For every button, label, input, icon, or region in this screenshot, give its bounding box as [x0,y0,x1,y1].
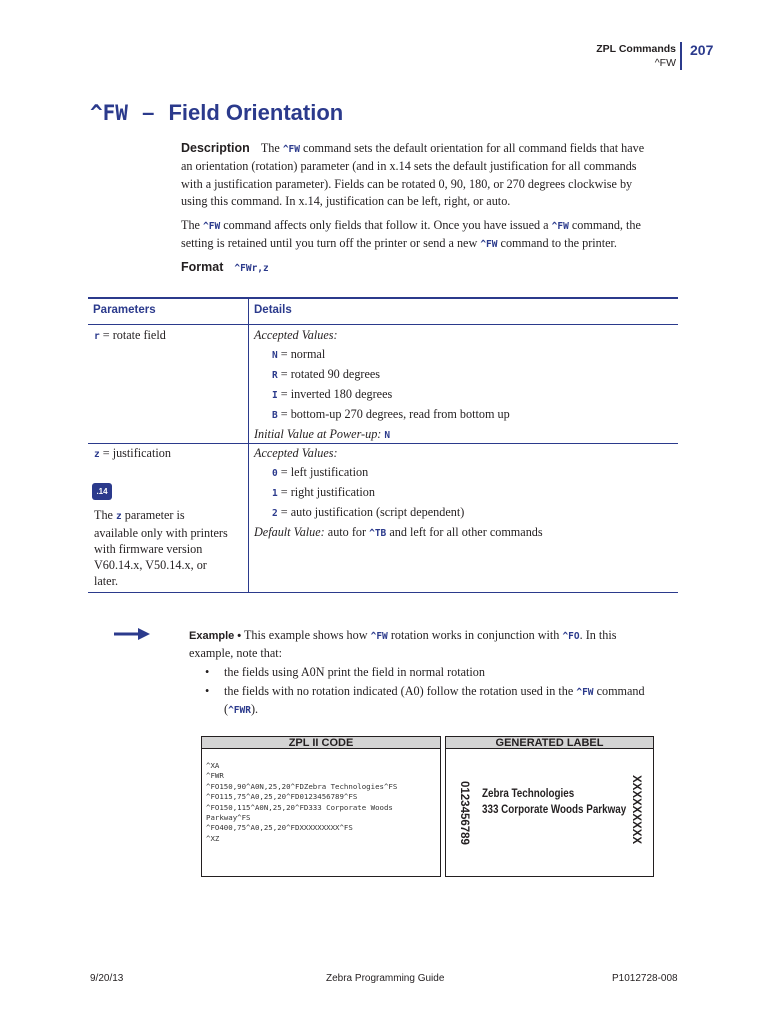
value-code: I [272,390,278,401]
example-paragraph [189,627,689,663]
table-row-details-z [254,444,543,543]
page-title [90,100,343,126]
table-top-rule [88,297,678,299]
bullet-icon: • [205,665,210,679]
text: and left for all other commands [389,525,543,539]
table-column-divider [248,297,249,593]
table-row-param-r [94,326,166,346]
description-paragraph [181,140,681,211]
label-line-1: Zebra Technologies [482,786,575,800]
title-command: ^FW [90,101,128,125]
initial-code: N [384,430,391,441]
text: This example shows how [243,628,368,642]
label-text-block [482,785,626,817]
generated-label-box-title: GENERATED LABEL [446,737,653,749]
inline-code: ^TB [369,528,387,539]
header-divider [680,42,682,70]
value-code: 0 [272,468,278,479]
text: rotation works in conjunction with [390,628,560,642]
param-code: r [94,331,100,342]
inline-code: ^FW [551,221,569,232]
text-line: example, note that: [189,646,283,661]
text-line: using this command. In x.14, justification can be left, right, or auto. [181,194,511,209]
label-line-2: 333 Corporate Woods Parkway [482,802,627,816]
text-line: an orientation (rotation) parameter (and in x.14 sets the default justification for all commands [181,159,637,174]
running-header [596,42,676,70]
value-text: = bottom-up 270 degrees, read from bottom up [280,407,510,421]
format-syntax: ^FWr,z [234,263,269,274]
table-header-parameters: Parameters [93,304,156,316]
header-section: ZPL Commands [596,43,676,55]
text: ). [250,702,259,717]
zpl-code-box-title: ZPL II CODE [202,737,440,749]
header-command: ^FW [654,57,676,69]
label-rotated-x: XXXXXXXXX [630,775,642,845]
accepted-label: Accepted Values: [254,328,338,342]
description-paragraph-2 [181,217,681,254]
title-dash: – [142,100,155,125]
zpl-code-listing: ^XA ^FWR ^FO150,90^A0N,25,20^FDZebra Technologies^FS ^FO115,75^A0,25,20^FD0123456789^FS ^FO150,115^A0N,25,20^FD333 Corporate Woods Parkway^FS ^FO400,75^A0,25,20^FDXXXXXXXXX^FS ^XZ [206,761,398,843]
param-text: = justification [102,446,171,460]
zpl-code-box [201,736,441,877]
value-text: = rotated 90 degrees [280,367,381,381]
table-row-param-z [94,444,171,464]
value-code: 2 [272,508,278,519]
bullet-icon: • [205,684,210,698]
text-line: with firmware version [94,542,203,556]
inline-code: ^FW [203,221,221,232]
value-code: B [272,410,278,421]
firmware-note [94,507,246,589]
generated-label-box [445,736,654,877]
page-number: 207 [690,42,714,58]
bullet-item-1: the fields using A0N print the field in normal rotation [224,665,485,679]
table-row-details-r [254,326,510,445]
label-rotated-x-wrap [628,775,642,845]
value-text: = right justification [280,485,375,499]
value-text: = left justification [280,465,369,479]
param-code: z [94,449,100,460]
text: The [94,508,113,522]
inline-code: ^FO [562,631,580,642]
bullet-item-2 [224,683,684,720]
value-code: N [272,350,278,361]
footer-part-number: P1012728-008 [612,973,678,984]
title-name: Field Orientation [168,100,344,125]
text: . In this [579,628,617,642]
text: the fields with no rotation indicated (A0) follow the rotation used in the [224,684,574,698]
inline-code: ^FW [480,239,498,251]
text-line: available only with printers [94,526,228,540]
text: command, the [571,218,641,232]
badge-text: .14 [96,487,108,496]
format-line [181,259,681,277]
default-label: Default Value: [254,525,325,539]
text: auto for [327,525,367,539]
label-rotated-digits-wrap [456,781,470,845]
inline-code: ^FW [282,144,300,155]
format-label: Format [181,260,224,274]
table-header-details: Details [254,304,292,316]
inline-code: ^FWR [228,705,251,717]
firmware-badge-icon [92,483,112,500]
value-text: = normal [280,347,326,361]
text-line: with a justification parameter). Fields can be rotated 0, 90, 180, or 270 degrees clockwise by [181,176,633,191]
text: ( [224,702,229,717]
inline-code: ^FW [370,631,388,642]
text: setting is retained until you turn off the printer or send a new [181,236,478,251]
text: command sets the default orientation for all command fields that have [303,141,645,155]
text: command [596,684,645,698]
initial-label: Initial Value at Power-up: [254,427,382,441]
text: command to the printer. [500,236,617,251]
text: The [181,218,200,232]
footer-guide: Zebra Programming Guide [326,973,445,984]
inline-code: ^FW [576,687,594,698]
param-text: = rotate field [102,328,166,342]
inline-code: z [116,511,122,522]
value-text: = inverted 180 degrees [280,387,393,401]
value-code: 1 [272,488,278,499]
text-line: later. [94,574,119,588]
text: command affects only fields that follow it. Once you have issued a [223,218,549,232]
table-bottom-rule [88,592,678,593]
text: parameter is [124,508,185,522]
label-rotated-digits: 0123456789 [458,781,470,845]
accepted-label: Accepted Values: [254,446,338,460]
value-code: R [272,370,278,381]
example-label: Example • [189,630,242,642]
arrow-right-icon [114,627,150,641]
footer-date: 9/20/13 [90,973,124,984]
description-label: Description [181,141,250,155]
text: The [260,141,280,155]
text-line: V60.14.x, V50.14.x, or [94,558,207,572]
value-text: = auto justification (script dependent) [280,505,465,519]
table-rule [88,324,678,325]
